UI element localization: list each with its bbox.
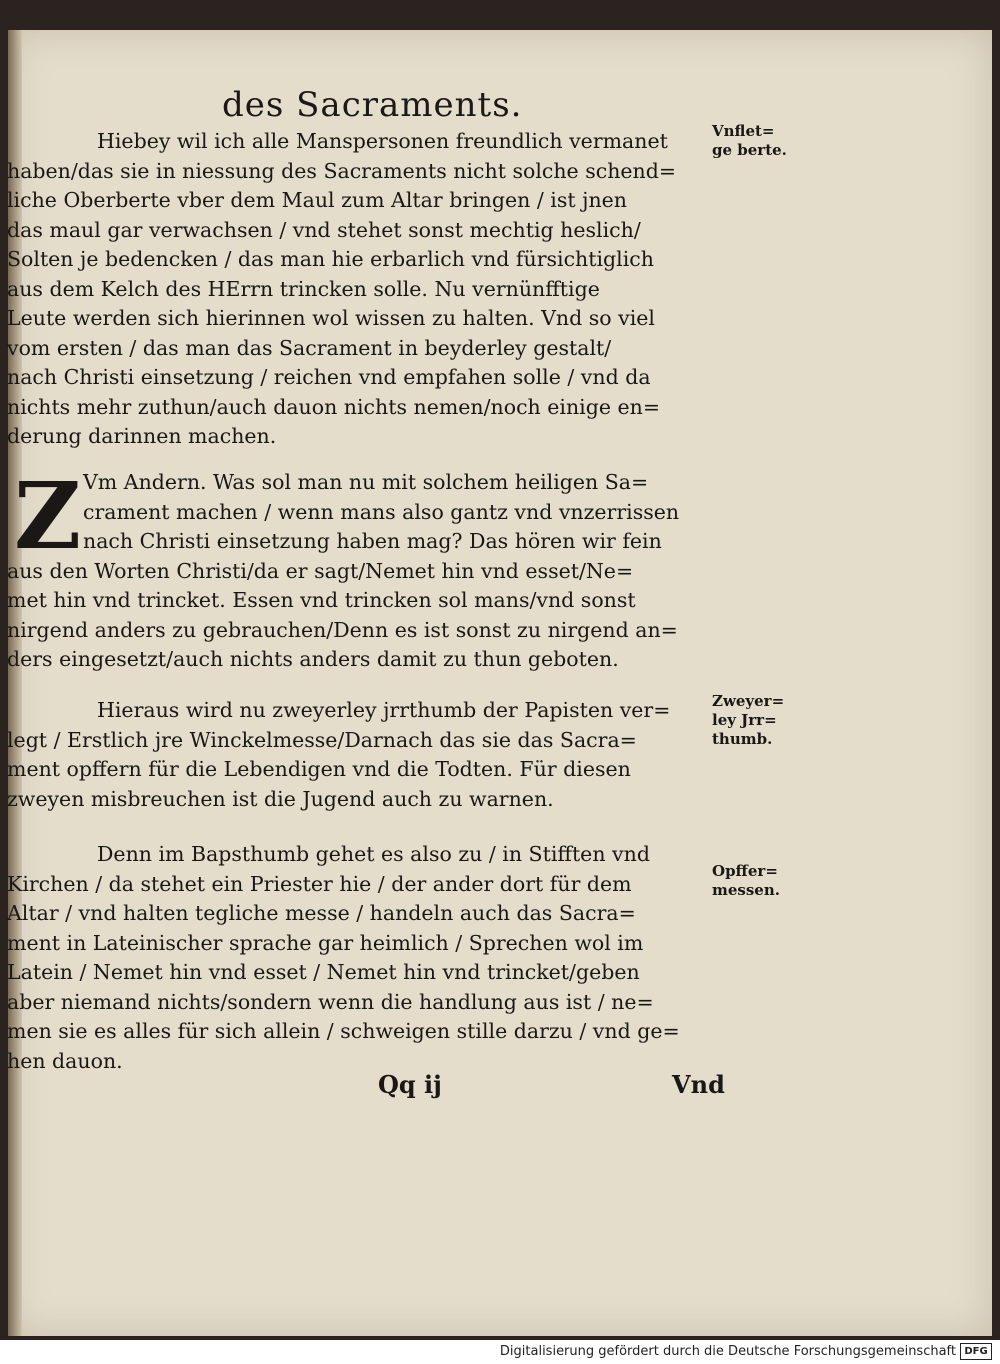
text-line: derung darinnen machen. <box>7 424 277 448</box>
text-line: Hiebey wil ich alle Manspersonen freundlich vermanet <box>97 129 668 153</box>
text-line: Kirchen / da stehet ein Priester hie / der ander dort für dem <box>7 871 632 896</box>
text-line: crament machen / wenn mans also gantz vnd vnzerrissen <box>83 499 680 524</box>
text-line: nach Christi einsetzung / reichen vnd empfahen solle / vnd da <box>7 365 651 389</box>
text-line: ment in Lateinischer sprache gar heimlich / Sprechen wol im <box>7 930 644 955</box>
text-line: vom ersten / das man das Sacrament in beyderley gestalt/ <box>7 335 612 360</box>
text-line: Altar / vnd halten tegliche messe / handeln auch das Sacra= <box>7 901 636 925</box>
text-line: Latein / Nemet hin vnd esset / Nemet hin vnd trincket/geben <box>7 960 640 984</box>
paragraph-3 <box>7 696 712 814</box>
margin-note-line: messen. <box>712 881 780 899</box>
margin-note-line: Zweyer= <box>712 692 785 710</box>
funding-credit: Digitalisierung gefördert durch die Deutsche Forschungsgemeinschaft <box>499 1344 956 1359</box>
text-line: nichts mehr zuthun/auch dauon nichts nemen/noch einige en= <box>7 394 661 419</box>
paragraph-4 <box>7 840 712 1076</box>
text-line: haben/das sie in niessung des Sacraments nicht solche schend= <box>7 158 677 183</box>
text-line: Solten je bedencken / das man hie erbarlich vnd fürsichtiglich <box>7 247 654 271</box>
text-line: ment opffern für die Lebendigen vnd die Todten. Für diesen <box>7 757 631 781</box>
text-line: legt / Erstlich jre Winckelmesse/Darnach das sie das Sacra= <box>7 727 637 752</box>
digitization-footer <box>0 1340 1000 1364</box>
running-title: des Sacraments. <box>222 85 523 125</box>
margin-note-line: ge berte. <box>712 141 787 159</box>
text-line: nirgend anders zu gebrauchen/Denn es ist sonst zu nirgend an= <box>7 617 678 642</box>
margin-note-line: thumb. <box>712 730 773 748</box>
text-line: ders eingesetzt/auch nichts anders damit zu thun geboten. <box>7 647 619 671</box>
paragraph-1 <box>7 127 712 452</box>
text-line: Denn im Bapsthumb gehet es also zu / in Stifften vnd <box>97 842 650 866</box>
catchword: Vnd <box>672 1070 725 1099</box>
margin-note-3 <box>712 862 802 900</box>
text-line: Hieraus wird nu zweyerley jrrthumb der Papisten ver= <box>97 698 671 722</box>
margin-note-1 <box>712 122 802 160</box>
text-line: met hin vnd trincket. Essen vnd trincken sol mans/vnd sonst <box>7 588 636 612</box>
text-line: Vm Andern. Was sol man nu mit solchem heiligen Sa= <box>83 470 649 494</box>
text-line: aus den Worten Christi/da er sagt/Nemet hin vnd esset/Ne= <box>7 558 634 583</box>
dfg-logo: DFG <box>960 1343 992 1360</box>
margin-note-line: Vnflet= <box>712 122 775 140</box>
text-line: aus dem Kelch des HErrn trincken solle. Nu vernünfftige <box>7 276 600 301</box>
margin-note-2 <box>712 692 802 749</box>
text-line: hen dauon. <box>7 1048 123 1073</box>
margin-note-line: Opffer= <box>712 862 778 880</box>
text-line: das maul gar verwachsen / vnd stehet sonst mechtig heslich/ <box>7 217 641 242</box>
margin-note-line: ley Jrr= <box>712 711 777 729</box>
text-line: aber niemand nichts/sondern wenn die handlung aus ist / ne= <box>7 989 654 1014</box>
text-line: Leute werden sich hierinnen wol wissen zu halten. Vnd so viel <box>7 306 655 330</box>
text-line: liche Oberberte vber dem Maul zum Altar bringen / ist jnen <box>7 188 627 212</box>
signature-mark: Qq ij <box>378 1070 442 1099</box>
decorated-initial: Z <box>14 462 82 570</box>
text-line: nach Christi einsetzung haben mag? Das hören wir fein <box>83 529 662 553</box>
paragraph-2 <box>7 462 712 675</box>
text-line: zweyen misbreuchen ist die Jugend auch zu warnen. <box>7 786 554 811</box>
text-line: men sie es alles für sich allein / schweigen stille darzu / vnd ge= <box>7 1019 680 1043</box>
